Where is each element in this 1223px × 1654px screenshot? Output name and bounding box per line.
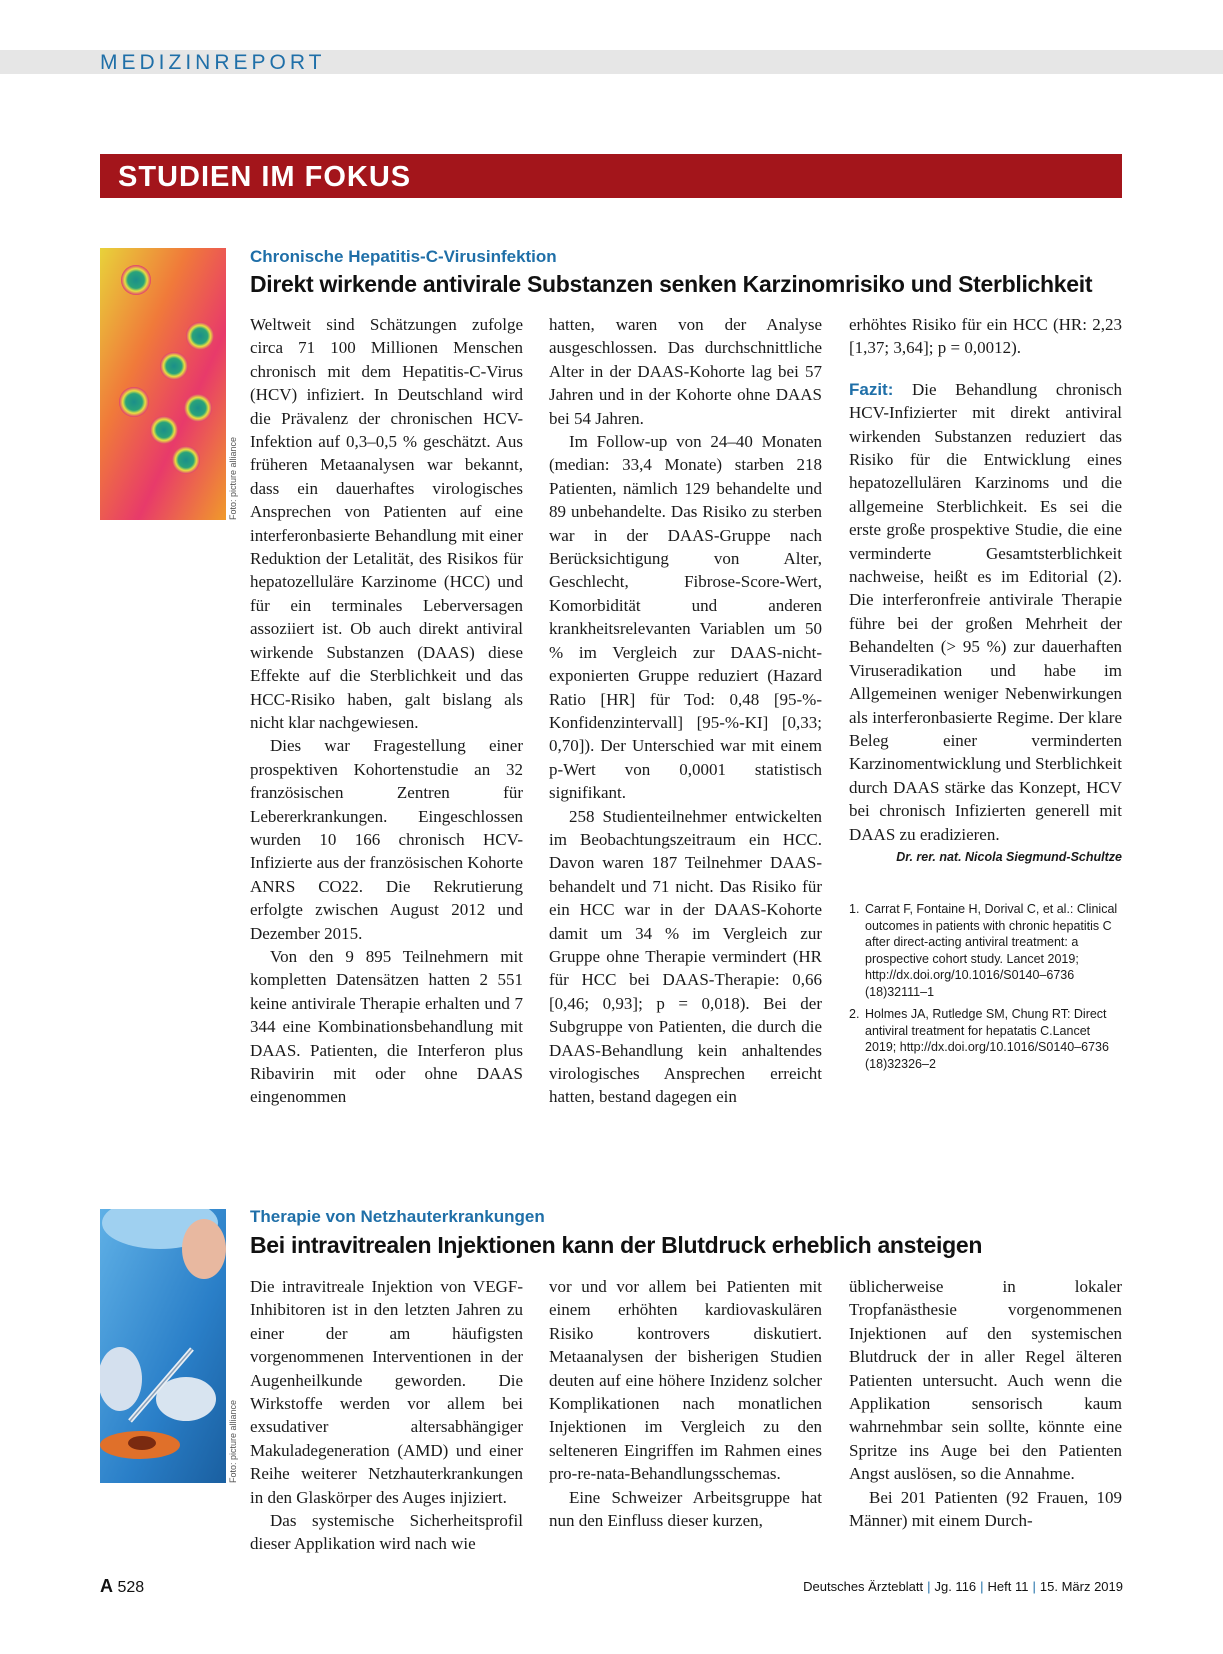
paragraph: 258 Studienteilnehmer entwickelten im Beobachtungszeitraum ein HCC. Davon waren 187 Teilnehmer DAAS-behandelt und 71 nicht. Das Risiko für ein HCC war in der DAAS-Kohorte damit um 34 % im Vergleich zur Gruppe ohne Therapie vermindert (HR für HCC bei DAAS-Therapie: 0,66 [0,46; 0,93]; p = 0,018). Bei der Subgruppe von Patienten, die durch die DAAS-Behandlung kein anhaltendes virologisches Ansprechen erreicht hatten, bestand dagegen ein [549,806,822,1107]
photo-credit: Foto: picture alliance [228,436,238,520]
author-byline: Dr. rer. nat. Nicola Siegmund-Schultze [896,849,1122,864]
article2-column-2 [549,1275,822,1532]
article1-headline: Direkt wirkende antivirale Substanzen senken Karzinomrisiko und Sterblichkeit [250,271,1093,297]
section-banner [100,154,1122,198]
article1-kicker: Chronische Hepatitis-C-Virusinfektion [250,247,557,266]
journal-info [803,1579,1123,1594]
paragraph: üblicherweise in lokaler Tropfanästhesie vorgenommenen Injektionen auf den systemischen Blutdruck der in aller Regel älteren Patienten untersucht. Auch wenn die Applikation sensorisch kaum wahrnehmbar sein sollte, könnte eine Spritze ins Auge bei den Patienten Angst auslösen, so die Annahme. [849,1277,1122,1484]
paragraph: erhöhtes Risiko für ein HCC (HR: 2,23 [1,37; 3,64]; p = 0,0012). [849,315,1122,358]
section-label: MEDIZINREPORT [100,51,326,74]
page-prefix: A [100,1576,113,1596]
article2-column-1 [250,1275,523,1556]
journal-date: 15. März 2019 [1039,1579,1123,1594]
separator: | [927,1579,931,1594]
references [849,901,1122,1072]
journal-volume: Jg. 116 [934,1579,977,1594]
article1-column-1 [250,313,523,1109]
paragraph: Weltweit sind Schätzungen zufolge circa 71 100 Millionen Menschen chronisch mit dem Hepatitis-C-Virus (HCV) infiziert. In Deutschland wird die Prävalenz der chronischen HCV-Infektion auf 0,3–0,5 % geschätzt. Aus früheren Metaanalysen war bekannt, dass ein dauerhaftes virologisches Ansprechen von Patienten auf eine interferonbasierte Behandlung mit einer Reduktion der Letalität, des Risikos für hepatozelluläre Karzinome (HCC) und für ein terminales Leberversagen assoziiert ist. Ob auch direkt antiviral wirkende Substanzen (DAAS) diese Effekte auf die Sterblichkeit und das HCC-Risiko haben, galt bislang als nicht klar nachgewiesen. [250,315,523,732]
paragraph: Dies war Fragestellung einer prospektiven Kohortenstudie an 32 französischen Zentren für Lebererkrankungen. Eingeschlossen wurden 10 166 chronisch HCV-Infizierte aus der französischen Kohorte ANRS CO22. Die Rekrutierung erfolgte zwischen August 2012 und Dezember 2015. [250,736,523,943]
journal-issue: Heft 11 [987,1579,1029,1594]
article2-headline: Bei intravitrealen Injektionen kann der Blutdruck erheblich ansteigen [250,1232,983,1258]
virus-photo [100,248,226,520]
injection-image [100,1209,226,1483]
paragraph: Bei 201 Patienten (92 Frauen, 109 Männer) mit einem Durch- [849,1487,1122,1531]
eye-surgery-photo [100,1209,226,1483]
separator: | [1032,1579,1036,1594]
paragraph: Das systemische Sicherheitsprofil dieser Applikation wird nach wie [250,1511,523,1554]
paragraph: vor und vor allem bei Patienten mit einem erhöhten kardiovaskulären Risiko kontrovers diskutiert. Metaanalysen der bisherigen Studien deuten auf eine höhere Inzidenz solcher Komplikationen nach monatlichen Injektionen im Vergleich zu den selteneren Eingriffen im Rahmen eines pro-re-nata-Behandlungsschemas. [549,1277,822,1484]
paragraph: Von den 9 895 Teilnehmern mit kompletten Datensätzen hatten 2 551 keine antivirale Therapie erhalten und 7 344 eine Kombinationsbehandlung mit DAAS. Patienten, die Interferon plus Ribavirin mit oder ohne DAAS eingenommen [250,946,523,1107]
fazit-text: Die Behandlung chronisch HCV-Infizierter mit direkt antiviral wirkenden Substanzen reduziert das Risiko für die Entwicklung eines hepatozellulären Karzinoms und die allgemeine Sterblichkeit. Es sei die erste große prospektive Studie, die eine verminderte Gesamtsterblichkeit nachweise, heißt es im Editorial (2). Die interferonfreie antivirale Therapie führe bei der großen Mehrheit der Behandelten (> 95 %) zur dauerhaften Viruseradikation und habe im Allgemeinen weniger Nebenwirkungen als interferonbasierte Regime. Der klare Beleg einer verminderten Karzinomentwicklung und Sterblichkeit durch DAAS stärke das Konzept, HCV bei chronisch Infizierten generell mit DAAS zu eradizieren. [849,379,1122,844]
reference-item [849,1006,1122,1072]
article2-column-3 [849,1275,1122,1532]
article1-column-2 [549,313,822,1109]
reference-number: 2. [849,1007,860,1022]
paragraph: Im Follow-up von 24–40 Monaten (median: 33,4 Monate) starben 218 Patienten, nämlich 129 behandelte und 89 unbehandelte. Das Risiko zu sterben war in der DAAS-Gruppe nach Berücksichtigung von Alter, Geschlecht, Fibrose-Score-Wert, Komorbidität und anderen krankheitsrelevanten Variablen um 50 % im Vergleich zur DAAS-nicht-exponierten Gruppe reduziert (Hazard Ratio [HR] für Tod: 0,48 [95-%-Konfidenzintervall] [95-%-KI] [0,33; 0,70]). Der Unterschied war mit einem p-Wert von 0,0001 statistisch signifikant. [549,432,822,803]
article1-column-3 [849,313,1122,1078]
hcv-virus-image [100,248,226,520]
page-number-value: 528 [117,1579,145,1596]
page-number [100,1576,144,1597]
fazit-paragraph [849,378,1122,846]
reference-number: 1. [849,902,860,917]
paragraph: Die intravitreale Injektion von VEGF-Inhibitoren ist in den letzten Jahren zu einer der am häufigsten vorgenommenen Interventionen in der Augenheilkunde geworden. Die Wirkstoffe werden vor allem bei exsudativer altersabhängiger Makuladegeneration (AMD) und einer Reihe weiterer Netzhauterkrankungen in den Glaskörper des Auges injiziert. [250,1277,523,1507]
reference-text: Carrat F, Fontaine H, Dorival C, et al.: Clinical outcomes in patients with chronic hepatitis C after direct-acting antiviral treatment: a prospective cohort study. Lancet 2019; http://dx.doi.org/10.1016/S0140–6736 (18)32111–1 [865,902,1118,999]
reference-item [849,901,1122,1000]
fazit-label: Fazit: [849,379,894,399]
reference-text: Holmes JA, Rutledge SM, Chung RT: Direct antiviral treatment for hepatatis C.Lancet 2019; http://dx.doi.org/10.1016/S0140–6736 (18)32326–2 [865,1007,1109,1071]
paragraph: Eine Schweizer Arbeitsgruppe hat nun den Einfluss dieser kurzen, [549,1487,822,1531]
article2-kicker: Therapie von Netzhauterkrankungen [250,1207,545,1226]
journal-name: Deutsches Ärzteblatt [803,1579,924,1594]
paragraph: hatten, waren von der Analyse ausgeschlossen. Das durchschnittliche Alter in der DAAS-Kohorte lag bei 57 Jahren und in der Kohorte ohne DAAS bei 54 Jahren. [549,315,822,428]
separator: | [980,1579,984,1594]
banner-title: STUDIEN IM FOKUS [118,161,412,193]
photo-credit: Foto: picture alliance [228,1399,238,1483]
